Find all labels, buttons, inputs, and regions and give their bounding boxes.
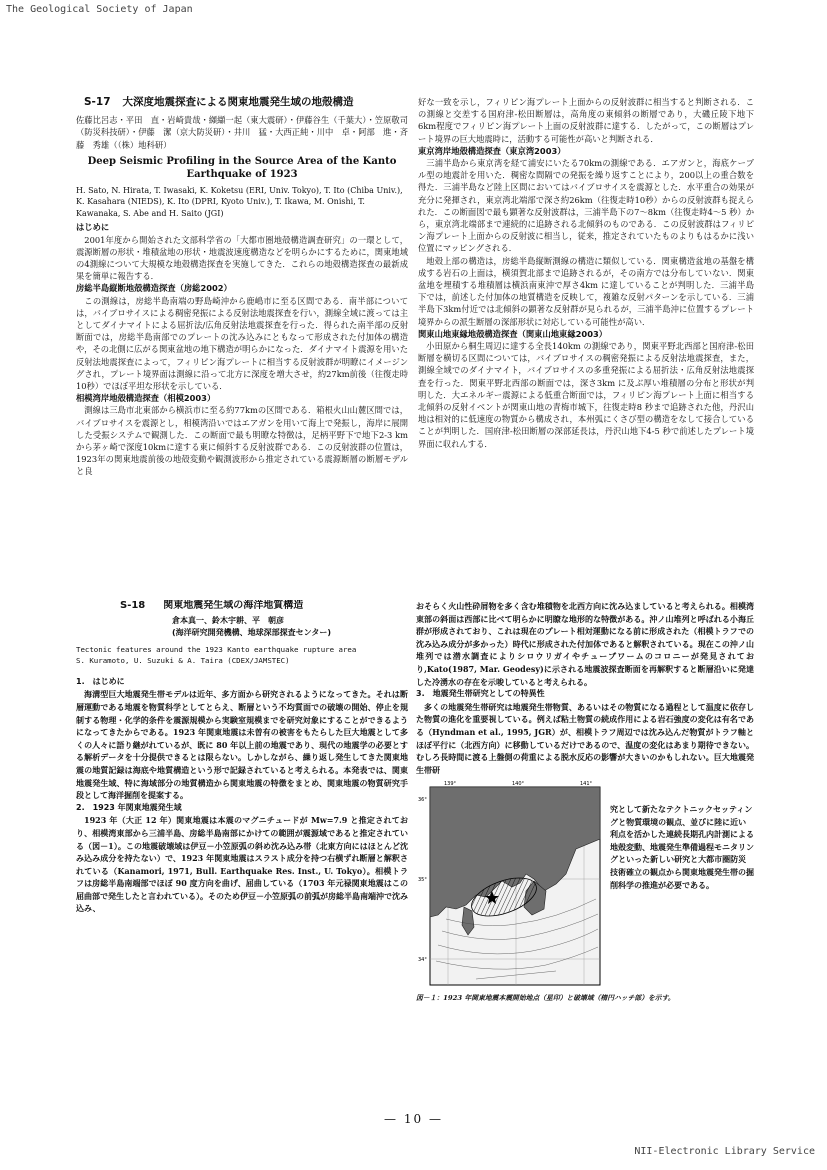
lon-label-140: 140°: [512, 781, 525, 787]
s17-number: S-17: [84, 96, 111, 108]
s17-left-column: [76, 96, 408, 566]
lon-label-139: 139°: [444, 781, 457, 787]
s17-continued-paragraph: 好な一致を示し，フィリピン海プレート上面からの反射波群に相当すると判断される．この測線と交差する国府津-松田断層は，高角度の東傾斜の断層であり，大磯丘陵下地下6km程度でフィリピン海プレート上面の反射波群に達する．したがって，この断層はプレート境界の巨大地震時に，活動する可能性が高いと判断される．: [418, 97, 754, 144]
s18-left-column: [76, 600, 408, 1105]
nii-footer: NII-Electronic Library Service: [634, 1146, 815, 1157]
s18-number: S-18: [120, 600, 146, 611]
s18-affiliation: (海洋研究開発機構、地球深部探査センター): [172, 628, 331, 638]
page-number: — 10 —: [384, 1112, 443, 1126]
s17-english-authors: H. Sato, N. Hirata, T. Iwasaki, K. Koketsu (ERI, Univ. Tokyo), T. Ito (Chiba Univ.), K. Kasahara (NIEDS), K. Ito (DPRI, Kyoto Univ.), T. Ikawa, M. Onishi, T. Kawanaka, S. Abe and H. Saito (JGI): [76, 185, 403, 218]
s17-title: [84, 96, 408, 108]
s18-paragraph-2: 1923 年（大正 12 年）関東地震は本震のマグニチュードが Mw=7.9 と推定されており、相模湾東部から三浦半島、房総半島南部にかけての範囲が震源域であると推定されている（図－1）。この地震破壊域は伊豆－小笠原弧の斜め沈み込み帯（北東方向にはほとんど沈み込み成分を持たない）で、1923 年関東地震はスラスト成分を持つ右横ずれ断層と解釈されている（Kanamori, 1971, Bull. Earthquake Res. Inst., U. Tokyo）。相模トラフは房総半島南端部でほぼ 90 度方向を曲げ、屈曲している（1703 年元禄関東地震はこの屈曲部で発生したと言われている）。そのため伊豆－小笠原弧の前弧が房総半島南端沖で沈み込み、: [76, 815, 408, 914]
s17-boso-heading: 房総半島縦断地殻構造探査（房総2002）: [76, 283, 232, 294]
s18-heading-3: 3. 地震発生帯研究としての特異性: [416, 689, 545, 699]
s18-paragraph-1: 海溝型巨大地震発生帯モデルは近年、多方面から研究されるようになってきた。それは断層運動である地震を物質科学としてとらえ、断層という不均質面での破壊の開始、停止を規制する物理・化学的条件を震源規模から実験室規模までを研究対象にすることができるようになってきたからである。1923 年関東地震は未曽有の被害をもたらした巨大地震として多くの人々に語り継がれているが、既に 80 年以上前の地震であり、現代の地震学の必要とする解析データを十分提供できるとは限らない。しかしながら、繰り返し発生してきた関東地震の地質記録は海底や地質構造という形で記録されていると考えられる。本発表では、関東地震発生域、特に海域部分の地質構造から関東地震の特徴をまとめ、関東地震の物質研究手段として海洋掘削を提案する。: [76, 689, 408, 801]
s17-sagami-paragraph: 測線は三島市北東部から横浜市に至る約77kmの区間である．箱根火山山麓区間では，バイブロサイスを震源とし，相模湾沿いではエアガンを用いて海上で発振し，海岸に展開した受振システムで観測した．この断面で最も明瞭な特徴は，足柄平野下で地下2-3 kmから茅ヶ崎で深度10kmに達する東に傾斜する反射波群である．この反射波群の位置は，1923年の関東地震前後の地殻変動や観測波形から推定されている震源断層の断層モデルと良: [76, 405, 408, 477]
s17-english-title: Deep Seismic Profiling in the Source Area of the Kanto Earthquake of 1923: [87, 155, 397, 180]
s17-authors: 佐藤比呂志・平田 直・岩崎貴哉・纐纈一起（東大震研）・伊藤谷生（千葉大）・笠原敬司（防災科技研）・伊藤 潔（京大防災研）・井川 猛・大西正純・川中 卓・阿部 進・斉藤 秀雄（（株）地科研）: [76, 115, 408, 150]
s17-kanto-heading: 関東山地東縁地殻構造探査（関東山地東縁2003）: [418, 328, 608, 339]
s18-right-column: [416, 600, 754, 778]
s17-kanto-paragraph: 小田原から桐生周辺に達する全長140km の測線であり，関東平野北西部と国府津-松田断層を横切る区間については，バイブロサイスの稠密発振による反射法地震探査，また，測線全域でのダイナマイト，バイブロサイスの多重発振による屈折法・広角反射法地震探査を行った．関東平野北西部の断面では，深さ3km に及ぶ厚い堆積層の分布と形状が判明した．大エネルギー震源による低重合断面では，フィリピン海プレート上面に相当する北傾斜の反射イベントが関東山地の青梅市城下，往復走時8 秒まで追跡された他，丹沢山地は相対的に低速度の物質から構成され，本州弧にくさび型の構造をなして接合していることが判明した．国府津-松田断層の深部延長は，丹沢山地下4-5 秒で前述したプレート境界面に収れんする．: [418, 341, 754, 449]
s17-intro-paragraph: 2001年度から開始された文部科学省の「大都市圏地殻構造調査研究」の一環として，震源断層の形状・堆積盆地の形状・地震波速度構造などを明らかにするために，関東地域の4測線について大規模な地殻構造探査を実施してきた．これらの地殻構造探査の最新成果を簡単に報告する．: [76, 234, 408, 282]
s17-sagami-heading: 相模湾岸地殻構造探査（相模2003）: [76, 393, 216, 404]
s17-title-text: 大深度地震探査による関東地震発生域の地殻構造: [122, 96, 354, 108]
s18-title-text: 関東地震発生域の海洋地質構造: [163, 600, 304, 611]
s18-right-paragraph-3: 究として新たなテクトニックセッティングと物質環境の観点、並びに陸に近い利点を活かした連続長期孔内計測による地殻変動、地震発生準備過程モニタリングといった新しい研究と大都市圏防災技術確立の観点から関東地震発生帯の掘削科学の推進が必要である。: [610, 804, 754, 890]
figure-1-caption: 図－１：1923 年関東地震本震開始地点（星印）と破壊域（楕円ハッチ部）を示す。: [416, 994, 675, 1002]
s18-title: [120, 600, 408, 613]
s17-right-column: [418, 96, 754, 566]
lat-label-36: 36°: [418, 797, 427, 803]
s17-tokyo-paragraph-2: 地殻上部の構造は，房総半島縦断測線の構造に類似している．関東構造盆地の基盤を構成する岩石の上面は，横須賀北部まで追跡されるが，その南方では分布していない．関東盆地を埋積する堆積層は横浜南東沖で厚さ4km に達していることが判明した．三浦半島下では，前述した付加体の地質構造を反映して，複雑な反射パターンを示している．三浦半島下3km付近では北傾斜の顕著な反射群が見られるが，三浦半島沖に位置するプレート境界からの派生断層の深部形状に対応している可能性が高い．: [418, 255, 754, 327]
s18-heading-1: 1. はじめに: [76, 676, 125, 686]
s17-intro-heading: はじめに: [76, 222, 110, 233]
kanto-map-svg: [416, 779, 606, 991]
lat-label-35: 35°: [418, 877, 427, 883]
society-header: The Geological Society of Japan: [6, 4, 193, 15]
s17-tokyo-paragraph: 三浦半島から東京湾を経て浦安にいたる70kmの測線である．エアガンと，海底ケーブル型の地震計を用いた．稠密な間隔での発振を繰り返すことにより，200以上の重合数を得た．三浦半島など陸上区間においてはバイブロサイスを震源とした．水平重合の効果が充分に発揮され，東京湾北端部で深さ約26km（往復走時10秒）からの反射波群も捉えられた．この断面図で最も顕著な反射波群は，三浦半島下の7～8km（往復走時4～5 秒）から，東京湾北端部まで連続的に追跡される北傾斜のものである．この反射波群はフィリピン海プレート上面からの反射波に相当し，従来，推定されていたものよりもはるかに浅い位置にマッピングされる．: [418, 158, 754, 254]
lon-label-141: 141°: [580, 781, 593, 787]
s18-authors: 倉本真一、鈴木宇耕、平 朝彦: [172, 615, 284, 625]
s18-english-authors: S. Kuramoto, U. Suzuki & A. Taira (CDEX/JAMSTEC): [76, 655, 290, 665]
figure-1-map: [416, 779, 606, 991]
lat-label-34: 34°: [418, 957, 427, 963]
s17-boso-paragraph: この測線は，房総半島南端の野島崎沖から鹿嶋市に至る区間である．南半部については，バイブロサイスによる稠密発振による反射法地震探査を行い，測線全域に渡っては主としてダイナマイトによる屈折法/広角反射法地震探査を行った．得られた南半部の反射断面では，房総半島南部でのプレートの沈み込みにともなって形成された付加体の構造や，その北側に広がる関東盆地の地下構造が明らかになった．ダイナマイト震源を用いた反射法地震探査によって，フィリピン海プレートに相当する反射波群が明瞭にイメージングされ，プレート境界面は測線に沿って北方に深度を増大させ，約27km前後（往復走時10秒）でほぼ平坦な形状を示している．: [76, 295, 408, 391]
s18-right-paragraph-1: おそらく火山性砕屑物を多く含む堆積物を北西方向に沈み込ましていると考えられる。相模湾東部の斜面は西部に比べて明らかに明瞭な地形的な特徴がある。沖ノ山堆列と呼ばれる小海丘群が形成されており、これは現在のプレート相対運動になる前に形成された（相模トラフでの沈み込み成分が多かった）時代に形成された付加体であると解釈されている。現在この沖ノ山堆列では潜水調査によりシロウリガイやチューブワームのコロニーが発見されており,Kato(1987, Mar. Geodesy)に示される地震波探査断面を再解釈すると断層沿いに発達した冷湧水の存在を示唆していると考えられる。: [416, 601, 754, 687]
s18-heading-2: 2. 1923 年関東地震発生域: [76, 802, 182, 812]
s18-english-title: Tectonic features around the 1923 Kanto earthquake rupture area: [76, 644, 357, 654]
s18-right-paragraph-2: 多くの地震発生帯研究は地震発生帯物質、あるいはその物質になる過程として温度に依存した物質の進化を重要視している。例えば粘土物質の続成作用による岩石強度の変化は有名である（Hyndman et al., 1995, JGR）が、相模トラフ周辺では沈み込んだ物質がトラフ軸とほぼ平行に（北西方向）に移動しているだけであるので、温度の変化はあまり期待できない。むしろ長時間に渡る上盤側の荷重による脱水反応の影響が大きいのかもしれない。巨大地震発生帯研: [416, 701, 754, 775]
s17-tokyo-heading: 東京湾岸地殻構造探査（東京湾2003）: [418, 145, 566, 156]
